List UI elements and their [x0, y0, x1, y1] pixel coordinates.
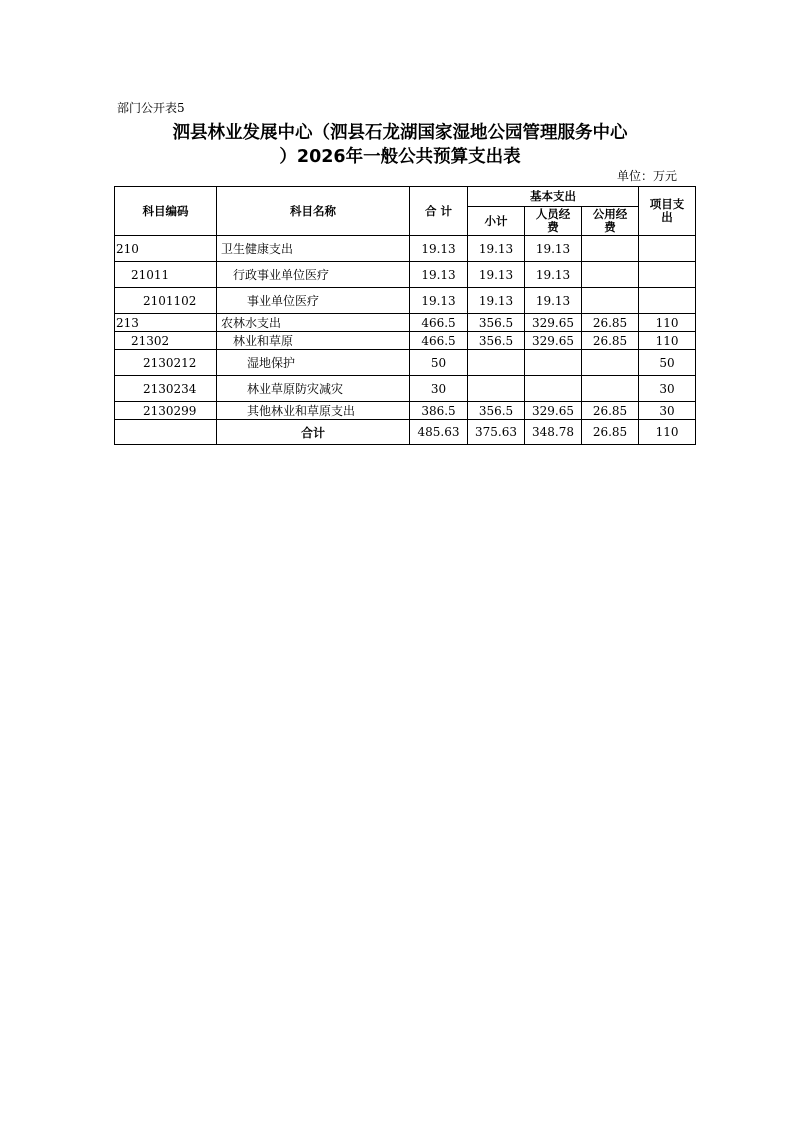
- row-total: 466.5: [410, 314, 468, 332]
- total-project: 110: [639, 420, 696, 445]
- total-subtotal: 375.63: [468, 420, 525, 445]
- row-name: 行政事业单位医疗: [217, 262, 410, 288]
- row-subtotal: 356.5: [468, 314, 525, 332]
- budget-table: [114, 186, 696, 445]
- row-personnel: [525, 376, 582, 402]
- row-total: 30: [410, 376, 468, 402]
- header-subtotal: 小计: [468, 207, 525, 236]
- row-code: 2130212: [115, 350, 217, 376]
- header-code: 科目编码: [115, 187, 217, 236]
- row-total: 19.13: [410, 262, 468, 288]
- header-personnel-text: 人员经费: [535, 207, 571, 234]
- header-public: [582, 207, 639, 236]
- total-personnel: 348.78: [525, 420, 582, 445]
- row-public: 26.85: [582, 314, 639, 332]
- total-code: [115, 420, 217, 445]
- row-project: [639, 288, 696, 314]
- row-personnel: 19.13: [525, 262, 582, 288]
- row-total: 19.13: [410, 288, 468, 314]
- row-project: 110: [639, 332, 696, 350]
- row-public: [582, 236, 639, 262]
- header-name: 科目名称: [217, 187, 410, 236]
- row-personnel: 19.13: [525, 288, 582, 314]
- row-personnel: 329.65: [525, 402, 582, 420]
- row-subtotal: 19.13: [468, 288, 525, 314]
- header-personnel: [525, 207, 582, 236]
- header-project-text: 项目支出: [649, 197, 685, 224]
- row-code: 21302: [115, 332, 217, 350]
- row-project: 30: [639, 402, 696, 420]
- row-project: 110: [639, 314, 696, 332]
- total-label: 合计: [217, 420, 410, 445]
- row-name: 事业单位医疗: [217, 288, 410, 314]
- row-subtotal: 356.5: [468, 402, 525, 420]
- table-row: [115, 350, 696, 376]
- row-code: 21011: [115, 262, 217, 288]
- header-total: 合 计: [410, 187, 468, 236]
- table-row: [115, 402, 696, 420]
- page-title: [120, 121, 680, 169]
- row-code: 2130299: [115, 402, 217, 420]
- row-total: 50: [410, 350, 468, 376]
- total-public: 26.85: [582, 420, 639, 445]
- row-project: [639, 262, 696, 288]
- row-public: [582, 350, 639, 376]
- row-subtotal: 19.13: [468, 262, 525, 288]
- row-name: 农林水支出: [217, 314, 410, 332]
- row-name: 其他林业和草原支出: [217, 402, 410, 420]
- row-code: 2101102: [115, 288, 217, 314]
- row-code: 210: [115, 236, 217, 262]
- row-subtotal: 19.13: [468, 236, 525, 262]
- row-personnel: 19.13: [525, 236, 582, 262]
- row-name: 卫生健康支出: [217, 236, 410, 262]
- title-line-2: ）2026年一般公共预算支出表: [279, 147, 521, 167]
- row-subtotal: [468, 350, 525, 376]
- row-name: 湿地保护: [217, 350, 410, 376]
- table-row: [115, 262, 696, 288]
- row-total: 19.13: [410, 236, 468, 262]
- row-personnel: 329.65: [525, 314, 582, 332]
- row-public: 26.85: [582, 402, 639, 420]
- row-name: 林业和草原: [217, 332, 410, 350]
- row-subtotal: 356.5: [468, 332, 525, 350]
- title-line-1: 泗县林业发展中心（泗县石龙湖国家湿地公园管理服务中心: [172, 123, 628, 143]
- table-row: [115, 332, 696, 350]
- row-personnel: [525, 350, 582, 376]
- row-code: 213: [115, 314, 217, 332]
- row-project: 50: [639, 350, 696, 376]
- unit-label: 单位：万元: [616, 169, 677, 183]
- total-total: 485.63: [410, 420, 468, 445]
- table-row: [115, 314, 696, 332]
- total-row: [115, 420, 696, 445]
- table-row: [115, 236, 696, 262]
- header-basic: 基本支出: [468, 187, 639, 207]
- row-public: [582, 262, 639, 288]
- row-total: 386.5: [410, 402, 468, 420]
- row-code: 2130234: [115, 376, 217, 402]
- row-public: [582, 376, 639, 402]
- header-public-text: 公用经费: [592, 207, 628, 234]
- row-total: 466.5: [410, 332, 468, 350]
- row-public: [582, 288, 639, 314]
- form-number: 部门公开表5: [117, 101, 185, 115]
- header-project: [639, 187, 696, 236]
- row-personnel: 329.65: [525, 332, 582, 350]
- row-subtotal: [468, 376, 525, 402]
- row-name: 林业草原防灾减灾: [217, 376, 410, 402]
- table-row: [115, 376, 696, 402]
- row-public: 26.85: [582, 332, 639, 350]
- row-project: 30: [639, 376, 696, 402]
- row-project: [639, 236, 696, 262]
- table-row: [115, 288, 696, 314]
